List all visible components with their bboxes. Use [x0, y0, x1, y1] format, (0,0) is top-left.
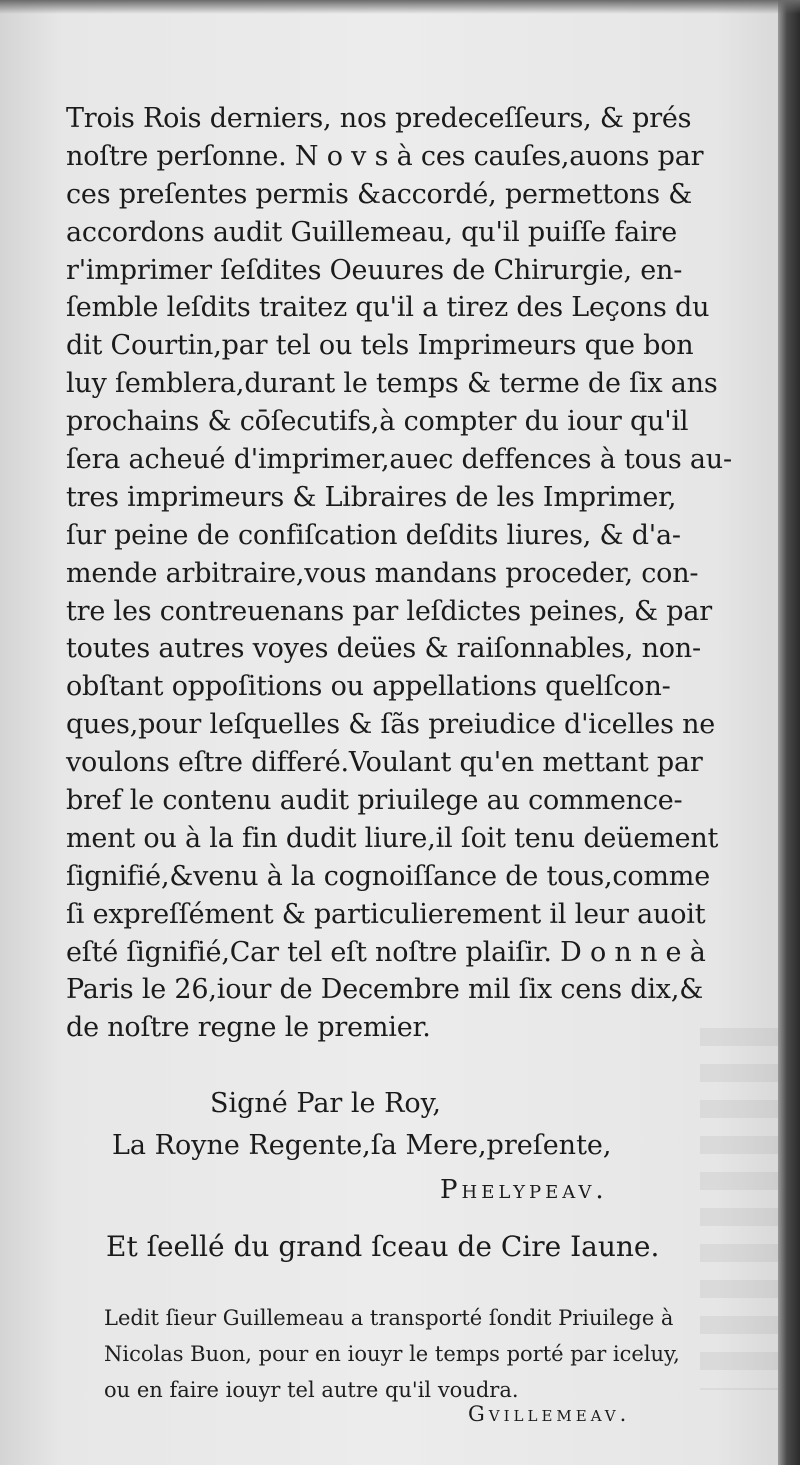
text-line: Paris le 26,iour de Decembre mil ſix cens dix,& [66, 974, 704, 1006]
text-line: luy ſemblera,durant le temps & terme de ſix ans [66, 368, 718, 400]
text-line: ment ou à la fin dudit liure,il ſoit tenu deüement [66, 822, 719, 854]
text-line: accordons audit Guillemeau, qu'il puiſſe faire [66, 216, 677, 248]
text-line: voulons eſtre differé.Voulant qu'en mettant par [66, 747, 703, 779]
transfer-note [104, 1300, 680, 1408]
seal-line: Et ſeellé du grand ſceau de Cire Iaune. [106, 1230, 660, 1263]
text-line: de noſtre regne le premier. [66, 1012, 431, 1044]
note-line: Ledit ſieur Guillemeau a transporté ſondit Priuilege à [104, 1306, 674, 1330]
text-line: mende arbitraire,vous mandans proceder, con- [66, 557, 699, 589]
text-line: bref le contenu audit priuilege au commence- [66, 785, 683, 817]
text-line: ſur peine de confiſcation deſdits liures, & d'a- [66, 519, 681, 551]
guillemeau-signature: Gvillemeav. [468, 1402, 631, 1426]
text-line: obſtant oppoſitions ou appellations quelſcon- [66, 671, 671, 703]
text-line: ſi expreſſément & particulierement il leur auoit [66, 898, 706, 930]
top-shadow [0, 0, 800, 14]
text-line: eſté ſignifié,Car tel eſt noſtre plaiſir. D o n n e à [66, 936, 706, 968]
phelypeau-signature: Phelypeav. [440, 1175, 608, 1205]
text-line: dit Courtin,par tel ou tels Imprimeurs que bon [66, 330, 694, 362]
text-line: toutes autres voyes deües & raiſonnables, non- [66, 633, 701, 665]
note-line: Nicolas Buon, pour en iouyr le temps porté par iceluy, [104, 1342, 680, 1366]
text-line: ques,pour leſquelles & ſãs preiudice d'icelles ne [66, 709, 716, 741]
note-line: ou en faire iouyr tel autre qu'il voudra. [104, 1378, 519, 1402]
text-line: ſemble leſdits traitez qu'il a tirez des Leçons du [66, 292, 710, 324]
privilege-text [66, 100, 766, 1047]
text-line: Trois Rois derniers, nos predeceſſeurs, & prés [66, 103, 692, 134]
text-line: ſignifié,&venu à la cognoiſſance de tous,comme [66, 860, 710, 892]
signe-par-le-roy: Signé Par le Roy, [210, 1088, 441, 1119]
text-line: ſera acheué d'imprimer,auec deffences à tous au- [66, 444, 732, 476]
royne-regente-line: La Royne Regente,ſa Mere,preſente, [112, 1130, 612, 1161]
page-edge [778, 0, 800, 1465]
text-line: tre les contreuenans par leſdictes peines, & par [66, 595, 712, 627]
text-line: prochains & cōſecutifs,à compter du iour qu'il [66, 406, 689, 438]
text-line: tres imprimeurs & Libraires de les Imprimer, [66, 481, 677, 513]
show-through [700, 1010, 778, 1390]
text-line: r'imprimer ſeſdites Oeuures de Chirurgie, en- [66, 254, 683, 286]
text-line: noſtre perſonne. N o v s à ces cauſes,auons par [66, 140, 704, 172]
text-line: ces preſentes permis &accordé, permettons & [66, 178, 693, 210]
